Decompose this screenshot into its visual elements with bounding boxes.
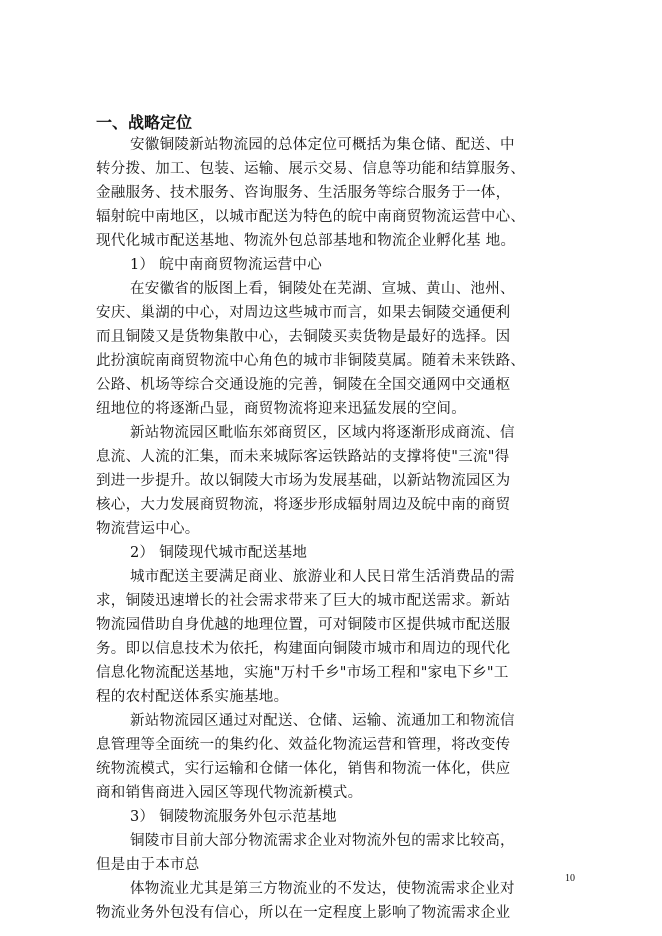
body-line: 新站物流园区通过对配送、仓储、运输、流通加工和物流信 (130, 713, 515, 729)
body-line: 此扮演皖南商贸物流中心角色的城市非铜陵莫属。随着未来铁路、 (96, 353, 526, 369)
body-line: 现代化城市配送基地、物流外包总部基地和物流企业孵化基 地。 (96, 233, 516, 249)
body-line: 物流业务外包没有信心，所以在一定程度上影响了物流需求企业 (96, 905, 511, 921)
body-line: 息管理等全面统一的集约化、效益化物流运营和管理，将改变传 (96, 737, 511, 753)
body-line: 转分拨、加工、包装、运输、展示交易、信息等功能和结算服务、 (96, 161, 526, 177)
subsection-heading: 1） 皖中南商贸物流运营中心 (130, 257, 323, 273)
body-line: 但是由于本市总 (96, 857, 200, 873)
body-line: 程的农村配送体系实施基地。 (96, 689, 289, 705)
body-line: 纽地位的将逐渐凸显，商贸物流将迎来迅猛发展的空间。 (96, 401, 466, 417)
section-heading: 一、战略定位 (96, 113, 193, 132)
body-line: 辐射皖中南地区，以城市配送为特色的皖中南商贸物流运营中心、 (96, 209, 526, 225)
body-line: 铜陵市目前大部分物流需求企业对物流外包的需求比较高， (130, 833, 515, 849)
page-number: 10 (565, 873, 575, 884)
body-line: 物流营运中心。 (96, 521, 200, 537)
body-line: 城市配送主要满足商业、旅游业和人民日常生活消费品的需 (130, 569, 515, 585)
body-line: 在安徽省的版图上看，铜陵处在芜湖、宣城、黄山、池州、 (130, 281, 515, 297)
body-line: 核心，大力发展商贸物流，将逐步形成辐射周边及皖中南的商贸 (96, 497, 511, 513)
body-line: 到进一步提升。故以铜陵大市场为发展基础，以新站物流园区为 (96, 473, 511, 489)
body-line: 信息化物流配送基地，实施"万村千乡"市场工程和"家电下乡"工 (96, 665, 509, 681)
body-line: 务。即以信息技术为依托，构建面向铜陵市城市和周边的现代化 (96, 641, 511, 657)
body-line: 新站物流园区毗临东郊商贸区，区域内将逐渐形成商流、信 (130, 425, 515, 441)
body-line: 求，铜陵迅速增长的社会需求带来了巨大的城市配送需求。新站 (96, 593, 511, 609)
body-line: 安庆、巢湖的中心，对周边这些城市而言，如果去铜陵交通便利 (96, 305, 511, 321)
body-line: 而且铜陵又是货物集散中心，去铜陵买卖货物是最好的选择。因 (96, 329, 511, 345)
body-line: 公路、机场等综合交通设施的完善，铜陵在全国交通网中交通枢 (96, 377, 511, 393)
body-line: 金融服务、技术服务、咨询服务、生活服务等综合服务于一体， (96, 185, 511, 201)
subsection-heading: 3） 铜陵物流服务外包示范基地 (130, 809, 337, 825)
body-line: 商和销售商进入园区等现代物流新模式。 (96, 785, 363, 801)
body-line: 体物流业尤其是第三方物流业的不发达，使物流需求企业对 (130, 881, 515, 897)
body-line: 物流园借助自身优越的地理位置，可对铜陵市区提供城市配送服 (96, 617, 511, 633)
subsection-heading: 2） 铜陵现代城市配送基地 (130, 545, 308, 561)
body-line: 息流、人流的汇集，而未来城际客运铁路站的支撑将使"三流"得 (96, 449, 510, 465)
body-line: 统物流模式，实行运输和仓储一体化，销售和物流一体化，供应 (96, 761, 511, 777)
body-line: 安徽铜陵新站物流园的总体定位可概括为集仓储、配送、中 (130, 137, 515, 153)
